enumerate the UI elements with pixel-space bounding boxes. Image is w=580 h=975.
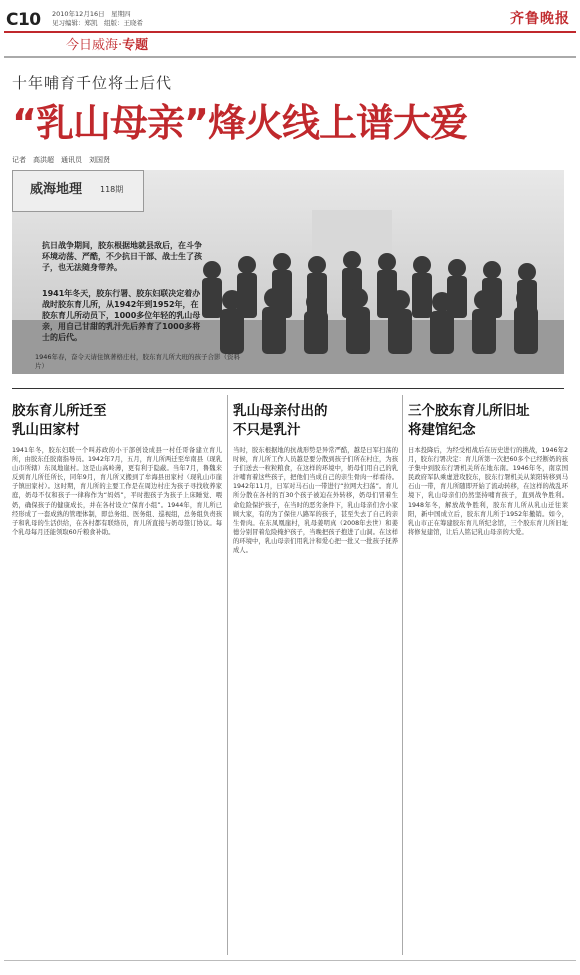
intro-paragraph-2: 1941年冬天，胶东行署、胶东妇联决定着办战时胶东育儿所，从1942年到1952年，在胶东育儿所动员下，1000多位年轻的乳山母亲，用自己甘甜的乳汁先后养育了1000多将士的后代。 [42, 289, 201, 342]
column-1-body: 1941年冬，胶东妇联一个叫苏政的小干部创设成县一村任哥备建立育儿所，由胶东任胶南指导员。1942年7月，五月，育儿所两迁至牟南县（现乳山市所辖）东凤地崖村。这是山高岭薄，更有利于隐蔽。当年7月，鲁魏来反到育儿所任所长，同年9月，育儿所又搬到了牟海县田家村（现乳山市崖子镇田家村）。这时期，育儿所的主要工作是在周边村庄为孩子寻找收养家庭，奶母不仅和孩子一律称作为“妈妈”，平时抱孩子为孩子上床睡觉、喂奶，确保孩子的健康成长，并在各村设立“保育小组”。1944年，育儿所已经形成了一套成熟的管理体制，即总务组、医务组、巡视组，总务组负责孩子和乳母的生活供给，在各村都有联络员，育儿所直接与奶母签订协议。每个乳母每月还能领取60斤粮食补助。 [12, 447, 222, 536]
newspaper-logo: 齐鲁晚报 [510, 11, 570, 27]
column-1-title-line-2: 乳山田家村 [12, 422, 80, 438]
column-2-title-line-1: 乳山母亲付出的 [233, 403, 328, 419]
photo-caption: 1946年春，奋令天请住镇著格庄村，胶东育儿所大班的孩子合影（资料片） [35, 353, 241, 370]
column-1-title [12, 402, 182, 440]
column-3-title [408, 402, 573, 440]
column-2-title [233, 402, 403, 440]
section-title [66, 34, 148, 53]
intro-paragraph-1: 抗日战争期间，胶东根据地就县敌后，在斗争环境动荡、严酷，不少抗日干部、战士生了孩子，也无法随身带养。 [42, 241, 202, 272]
header-rule [4, 31, 576, 33]
column-1-title-line-1: 胶东育儿所迁至 [12, 403, 107, 419]
section-rule [4, 56, 576, 58]
divider [12, 388, 564, 389]
column-2-body: 当时，胶东根据地的抗战形势是异常严酷，越是日军扫荡的时候，育儿所工作人员越是要分散到孩子们所在村庄，为孩子们送去一粒粒粮食，在这样的环境中，奶母们用自己的乳汁哺育着这些孩子，把他们当成自己的亲生骨肉一样看待。1942年11月，日军对马石山一带进行“拉网大扫荡”。育儿所分散在各村的百30个孩子被迫在外转移，奶母们冒着生命危险保护孩子，在当时的恶劣条件下，乳山母亲们舍小家顾大家，有的为了保住八路军的孩子，甚至失去了自己的亲生骨肉。在东凤凰崖村，乳母姜明真（2008年去世）和姜德分别冒着危险掩护孩子，当晚把孩子抱进了山洞。在这样的环境中，乳山母亲们用乳汁和爱心把一批又一批孩子抚养成人。 [233, 447, 398, 555]
footer-rule [4, 960, 576, 961]
column-separator [227, 395, 228, 955]
column-3-body: 日本投降后，为经受相战后在历史进行的挑战，1946年2月，胶东行署决定：育儿所第一次把60多个已经断奶的孩子集中到胶东行署机关所在地东南。1946年冬，南京国民政府军队乘虚进攻胶东，胶东行署机关从莱阳转移到马石山一带，育儿所随即开始了流动转移，在这样的战乱环境下，乳山母亲们仍然坚持哺育孩子，直到战争胜利。1948年冬，解放战争胜利，胶东育儿所从乳山迁往莱阳，新中国成立后，胶东育儿所于1952年撤销。如今，乳山市正在筹建胶东育儿所纪念馆，三个胶东育儿所旧址将修复建馆，让后人铭记乳山母亲的大爱。 [408, 447, 568, 536]
page-number: C10 [6, 10, 41, 30]
kicker: 十年哺育千位将士后代 [12, 74, 173, 92]
byline: 记者 高洪超 通讯员 刘国贤 [12, 156, 110, 164]
headline: “乳山母亲”烽火线上谱大爱 [12, 101, 467, 145]
column-3-title-line-1: 三个胶东育儿所旧址 [408, 403, 530, 419]
column-logo: 威海地理 [30, 182, 83, 197]
feature-photo [12, 170, 564, 374]
column-separator [402, 395, 403, 955]
editor-line: 见习编辑：郑凯 组版：王晓希 [52, 19, 143, 27]
section-name: 专题 [122, 38, 149, 53]
date-line: 2010年12月16日 星期四 [52, 10, 131, 18]
column-2-title-line-2: 不只是乳汁 [233, 422, 301, 438]
section-prefix: 今日威海· [66, 38, 123, 53]
column-number: 118期 [100, 185, 124, 194]
column-3-title-line-2: 将建馆纪念 [408, 422, 476, 438]
